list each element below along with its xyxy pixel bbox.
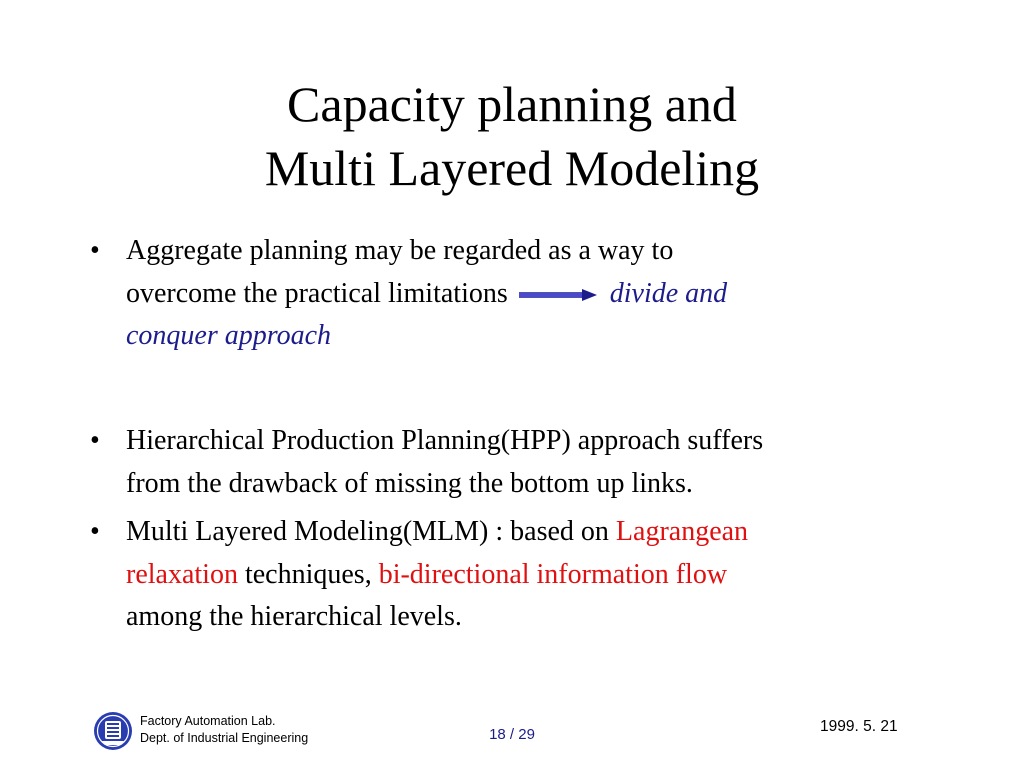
footer-affiliation: [140, 713, 308, 747]
emphasis-divide-and: divide and: [609, 277, 728, 309]
highlight-relaxation: relaxation: [126, 558, 238, 590]
highlight-bidirectional-flow: bi-directional information flow: [378, 558, 728, 590]
bullet-marker: •: [90, 235, 100, 266]
highlight-lagrangean: Lagrangean: [615, 516, 749, 547]
emphasis-conquer-approach: conquer approach: [126, 320, 332, 351]
bullet-line: from the drawback of missing the bottom up links.: [126, 467, 693, 499]
bullet-marker: •: [90, 516, 100, 547]
bullet-text: [126, 420, 962, 505]
title-line-2: Multi Layered Modeling: [264, 140, 760, 196]
title-line-1: Capacity planning and: [287, 76, 737, 132]
bullet-text: [126, 230, 962, 358]
right-arrow-icon: [518, 287, 598, 303]
bullet-text-part: techniques,: [237, 558, 379, 590]
footer-date: 1999. 5. 21: [820, 718, 898, 735]
slide-title: [0, 72, 1024, 200]
bullet-line: Aggregate planning may be regarded as a way to: [126, 235, 674, 266]
footer-lab: Factory Automation Lab.: [140, 714, 276, 728]
bullet-line: overcome the practical limitations: [126, 277, 508, 309]
bullet-text-part: among the hierarchical levels.: [126, 601, 462, 632]
bullet-line: Hierarchical Production Planning(HPP) approach suffers: [126, 425, 764, 456]
bullet-text: [126, 511, 962, 639]
page-number: 18 / 29: [489, 726, 535, 743]
footer-dept: Dept. of Industrial Engineering: [140, 731, 309, 745]
bullet-marker: •: [90, 425, 100, 456]
bullet-text-part: Multi Layered Modeling(MLM) : based on: [126, 516, 616, 547]
university-emblem-icon: [93, 710, 133, 752]
